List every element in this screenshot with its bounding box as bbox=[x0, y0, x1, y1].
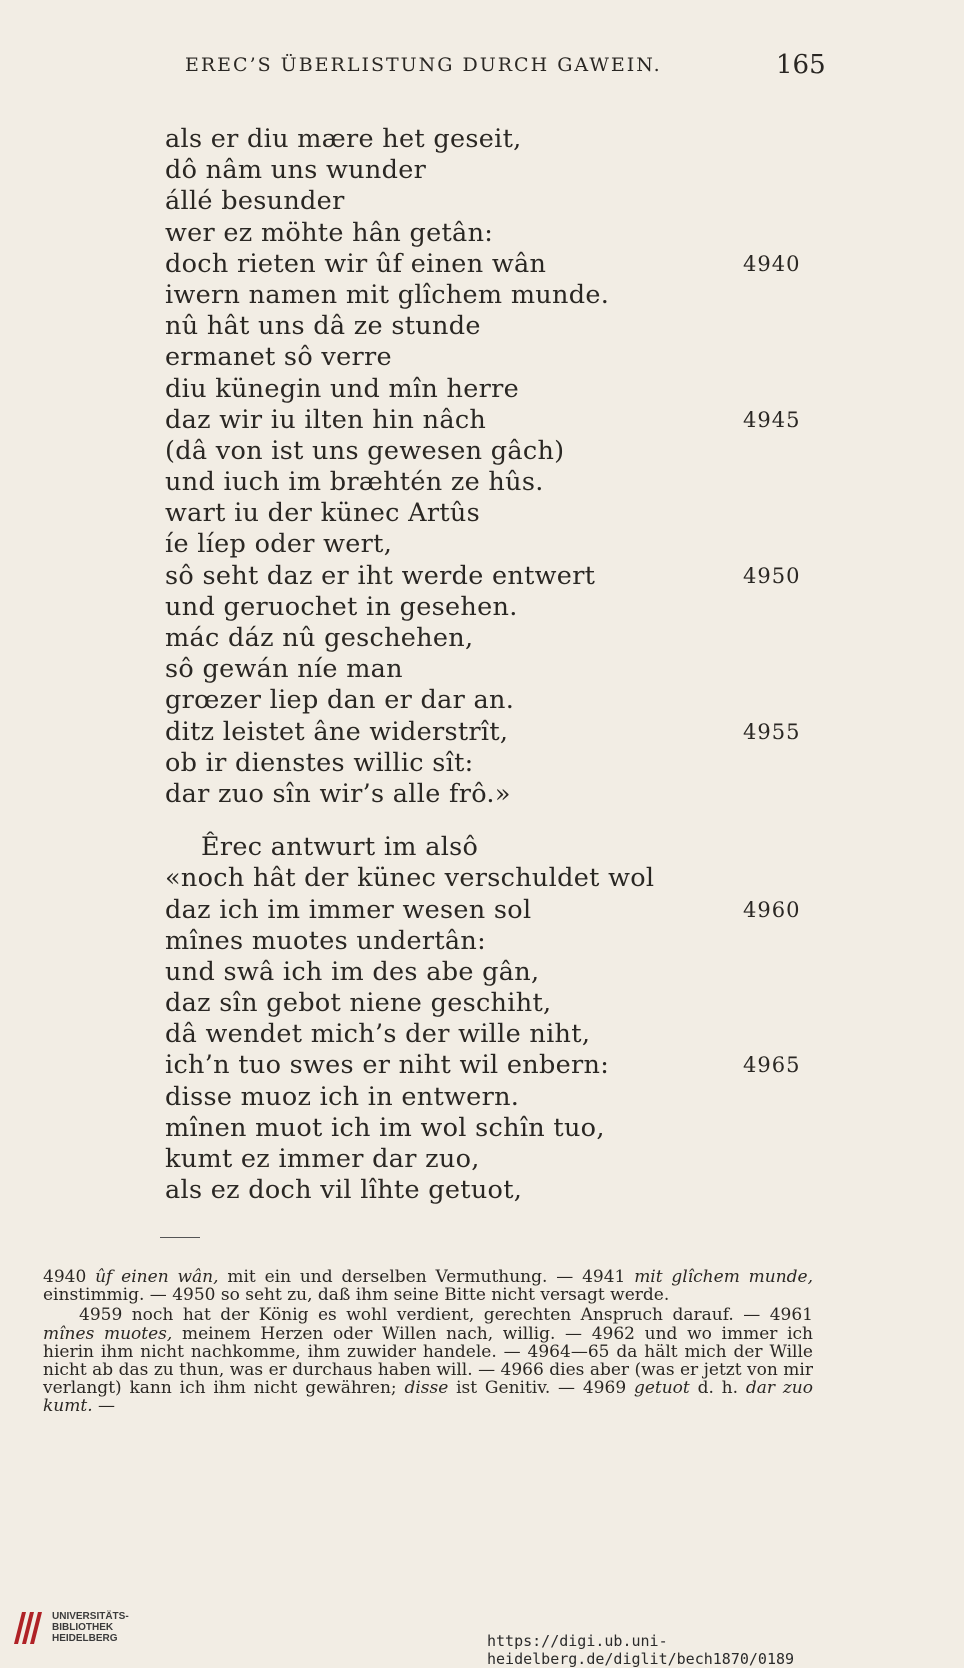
verse-line: ermanet sô verre bbox=[165, 342, 392, 373]
verse-line: iwern namen mit glîchem munde. bbox=[165, 279, 610, 310]
verse-line: sô gewán níe man bbox=[165, 654, 403, 685]
verse-line: doch rieten wir ûf einen wân 4940 bbox=[165, 248, 801, 279]
footnote-paragraph: 4959 noch hat der König es wohl verdient, gerechten Anspruch darauf. — 4961 mînes muotes, meinem Herzen oder Willen nach, willig. — 4962 und wo immer ich hierin ihm nicht nachkomme, ihm zuwider handele. — 4964—65 da hält mich der Wille nicht ab das zu thun, was er durchaus haben will. — 4966 dies aber (was er jetzt von mir verlangt) kann ich ihm nicht gewähren; disse ist Genitiv. — 4969 getuot d. h. dar zuo kumt. — bbox=[43, 1305, 813, 1417]
page-number: 165 bbox=[776, 50, 826, 80]
running-title: EREC’S ÜBERLISTUNG DURCH GAWEIN. bbox=[185, 54, 662, 76]
verse-line: ditz leistet âne widerstrît, 4955 bbox=[165, 716, 801, 747]
verse-line: daz ich im immer wesen sol 4960 bbox=[165, 894, 801, 925]
verse-line: diu künegin und mîn herre bbox=[165, 373, 520, 404]
line-number: 4955 bbox=[743, 719, 801, 744]
verse-line: (dâ von ist uns gewesen gâch) bbox=[165, 435, 565, 466]
verse-line: daz wir iu ilten hin nâch 4945 bbox=[165, 404, 801, 435]
verse-line: mînes muotes undertân: bbox=[165, 925, 487, 956]
verse-line: Êrec antwurt im alsô bbox=[201, 832, 479, 863]
verse-line: disse muoz ich in entwern. bbox=[165, 1081, 520, 1112]
verse-line: ob ir dienstes willic sît: bbox=[165, 747, 474, 778]
verse-line: kumt ez immer dar zuo, bbox=[165, 1144, 480, 1174]
verse-line: daz sîn gebot niene geschiht, bbox=[165, 988, 552, 1019]
verse-line: und swâ ich im des abe gân, bbox=[165, 956, 540, 987]
verse-line: dô nâm uns wunder bbox=[165, 155, 427, 186]
verse-line: mác dáz nû geschehen, bbox=[165, 623, 474, 653]
line-number: 4945 bbox=[743, 407, 801, 432]
library-logo-icon bbox=[10, 1608, 46, 1646]
verse-line: und iuch im bræhtén ze hûs. bbox=[165, 467, 544, 498]
footnotes bbox=[43, 1268, 813, 1416]
verse-line: íe líep oder wert, bbox=[165, 529, 393, 560]
running-header bbox=[185, 54, 825, 76]
verse-line: «noch hât der künec verschuldet wol bbox=[165, 863, 655, 894]
line-number: 4940 bbox=[743, 251, 801, 276]
footnote-separator bbox=[160, 1237, 200, 1238]
library-logo[interactable] bbox=[10, 1608, 129, 1646]
verse-line: ich’n tuo swes er niht wil enbern: 4965 bbox=[165, 1050, 801, 1081]
verse-line: mînen muot ich im wol schîn tuo, bbox=[165, 1112, 605, 1143]
footnote-paragraph: 4940 ûf einen wân, mit ein und derselben Vermuthung. — 4941 mit glîchem munde, einstimmig. — 4950 so seht zu, daß ihm seine Bitte nicht versagt werde. bbox=[43, 1267, 814, 1306]
library-logo-text: UNIVERSITÄTS- BIBLIOTHEK HEIDELBERG bbox=[52, 1610, 129, 1644]
verse-line: wart iu der künec Artûs bbox=[165, 498, 481, 529]
verse-line: dar zuo sîn wir’s alle frô.» bbox=[165, 778, 511, 809]
verse-line: grœzer liep dan er dar an. bbox=[165, 685, 515, 716]
verse-line: und geruochet in gesehen. bbox=[165, 591, 518, 622]
verse-line: állé besunder bbox=[165, 186, 345, 217]
verse-line: sô seht daz er iht werde entwert 4950 bbox=[165, 560, 801, 591]
permalink-url[interactable]: https://digi.ub.uni-heidelberg.de/diglit/bech1870/0189 bbox=[487, 1632, 795, 1668]
line-number: 4960 bbox=[743, 897, 801, 922]
line-number: 4950 bbox=[743, 563, 801, 588]
verse-line: wer ez möhte hân getân: bbox=[165, 217, 494, 248]
verse-line: nû hât uns dâ ze stunde bbox=[165, 311, 481, 342]
verse-line: als er diu mære het geseit, bbox=[165, 124, 522, 154]
verse-line: als ez doch vil lîhte getuot, bbox=[165, 1175, 523, 1206]
verse-line: dâ wendet mich’s der wille niht, bbox=[165, 1019, 591, 1050]
line-number: 4965 bbox=[743, 1053, 801, 1078]
verse-block bbox=[165, 124, 805, 1206]
